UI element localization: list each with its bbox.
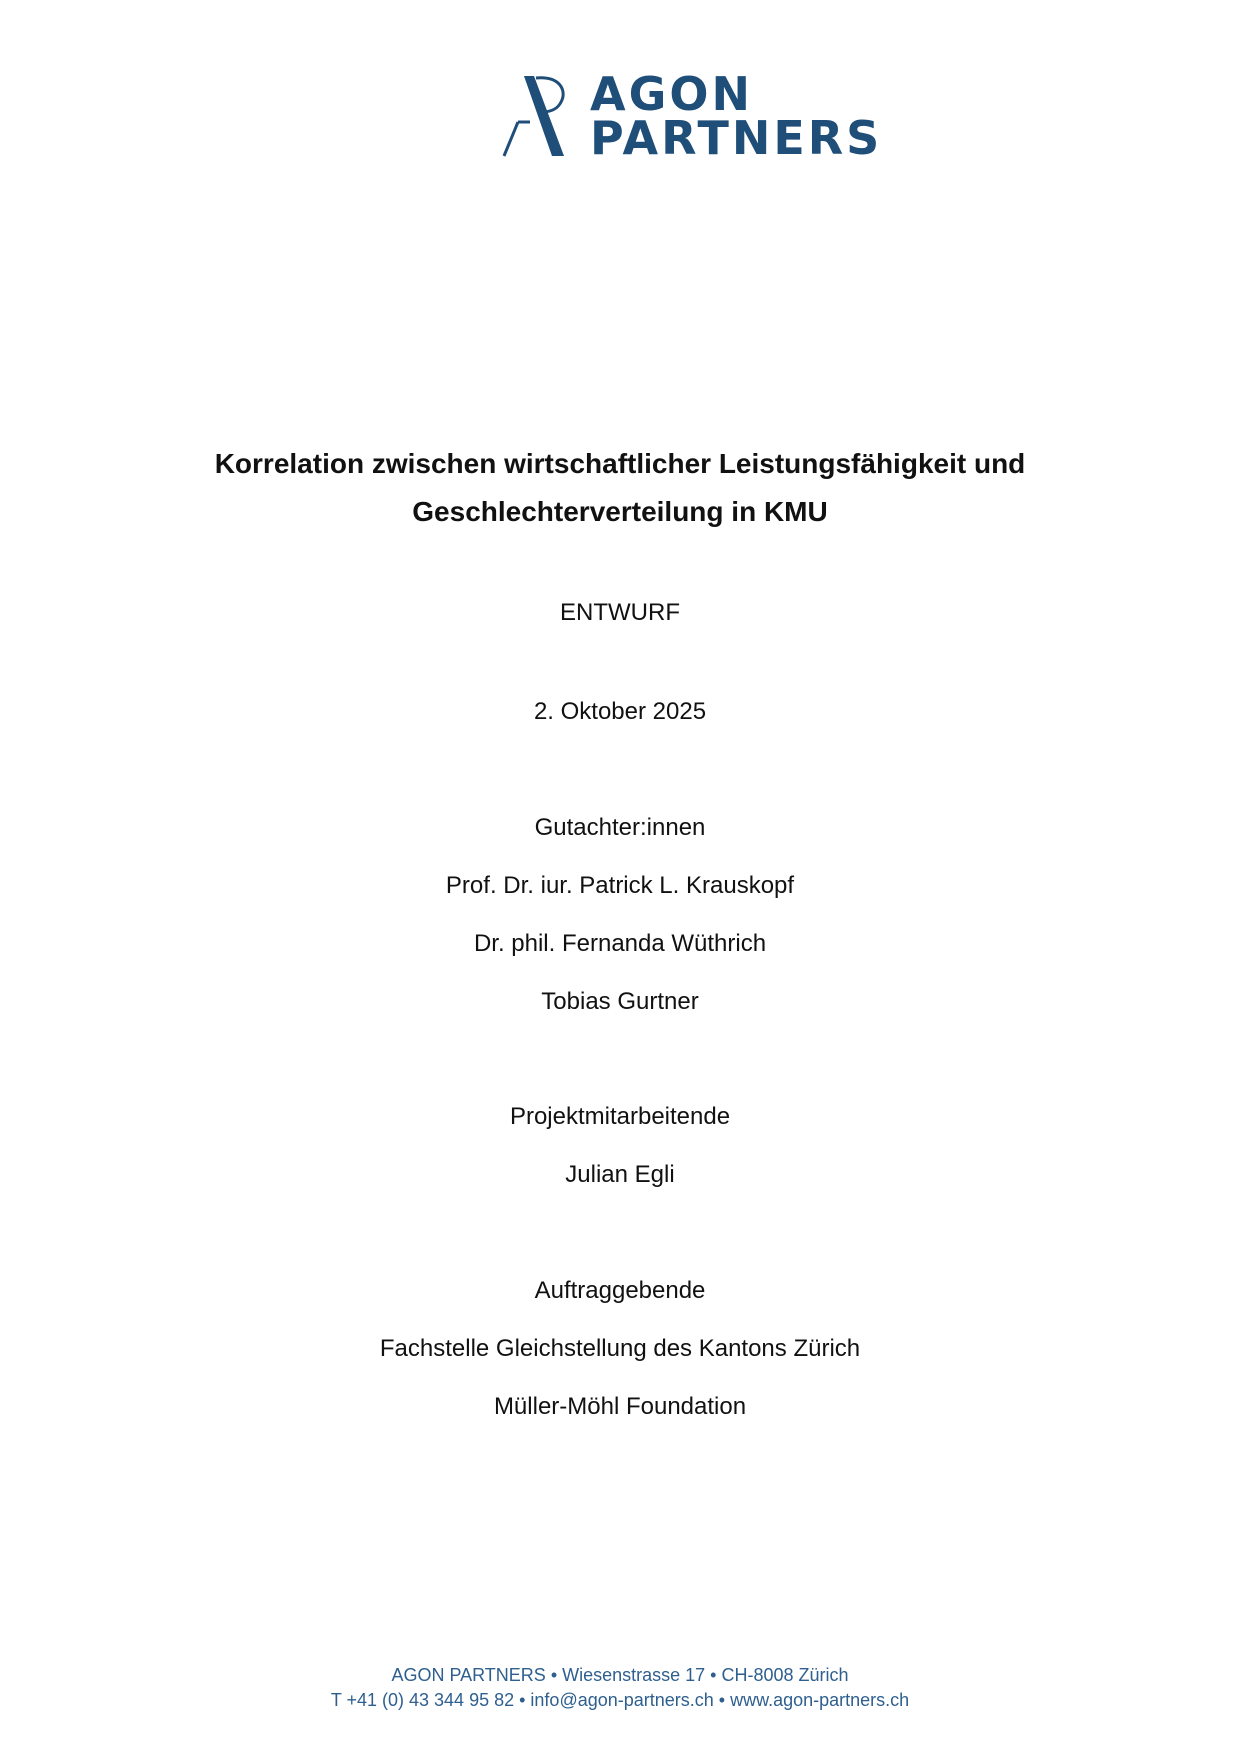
status-label: ENTWURF — [560, 599, 680, 626]
clients-heading: Auftraggebende — [534, 1277, 706, 1304]
logo-text-partners: PARTNERS — [590, 111, 883, 165]
footer-contact: T +41 (0) 43 344 95 82 • info@agon-partners.ch • www.agon-partners.ch — [330, 1690, 910, 1710]
title-line-2: Geschlechterverteilung in KMU — [412, 496, 828, 527]
expert-name: Tobias Gurtner — [541, 988, 699, 1015]
document-date: 2. Oktober 2025 — [533, 698, 707, 725]
title-line-1: Korrelation zwischen wirtschaftlicher Leistungsfähigkeit und — [214, 448, 1026, 479]
staff-name: Julian Egli — [565, 1161, 675, 1188]
experts-heading: Gutachter:innen — [534, 814, 706, 841]
footer-address: AGON PARTNERS • Wiesenstrasse 17 • CH-8008 Zürich — [391, 1665, 849, 1685]
document-title — [0, 440, 1240, 536]
staff-heading: Projektmitarbeitende — [509, 1103, 731, 1130]
agon-partners-logo — [500, 67, 883, 165]
expert-name: Dr. phil. Fernanda Wüthrich — [473, 930, 767, 957]
client-name: Fachstelle Gleichstellung des Kantons Zürich — [379, 1335, 861, 1362]
page-footer — [0, 1663, 1240, 1713]
logo-text-agon: AGON — [590, 67, 753, 121]
ap-monogram-icon — [500, 72, 580, 162]
expert-name: Prof. Dr. iur. Patrick L. Krauskopf — [445, 872, 795, 899]
client-name: Müller-Möhl Foundation — [493, 1393, 747, 1420]
